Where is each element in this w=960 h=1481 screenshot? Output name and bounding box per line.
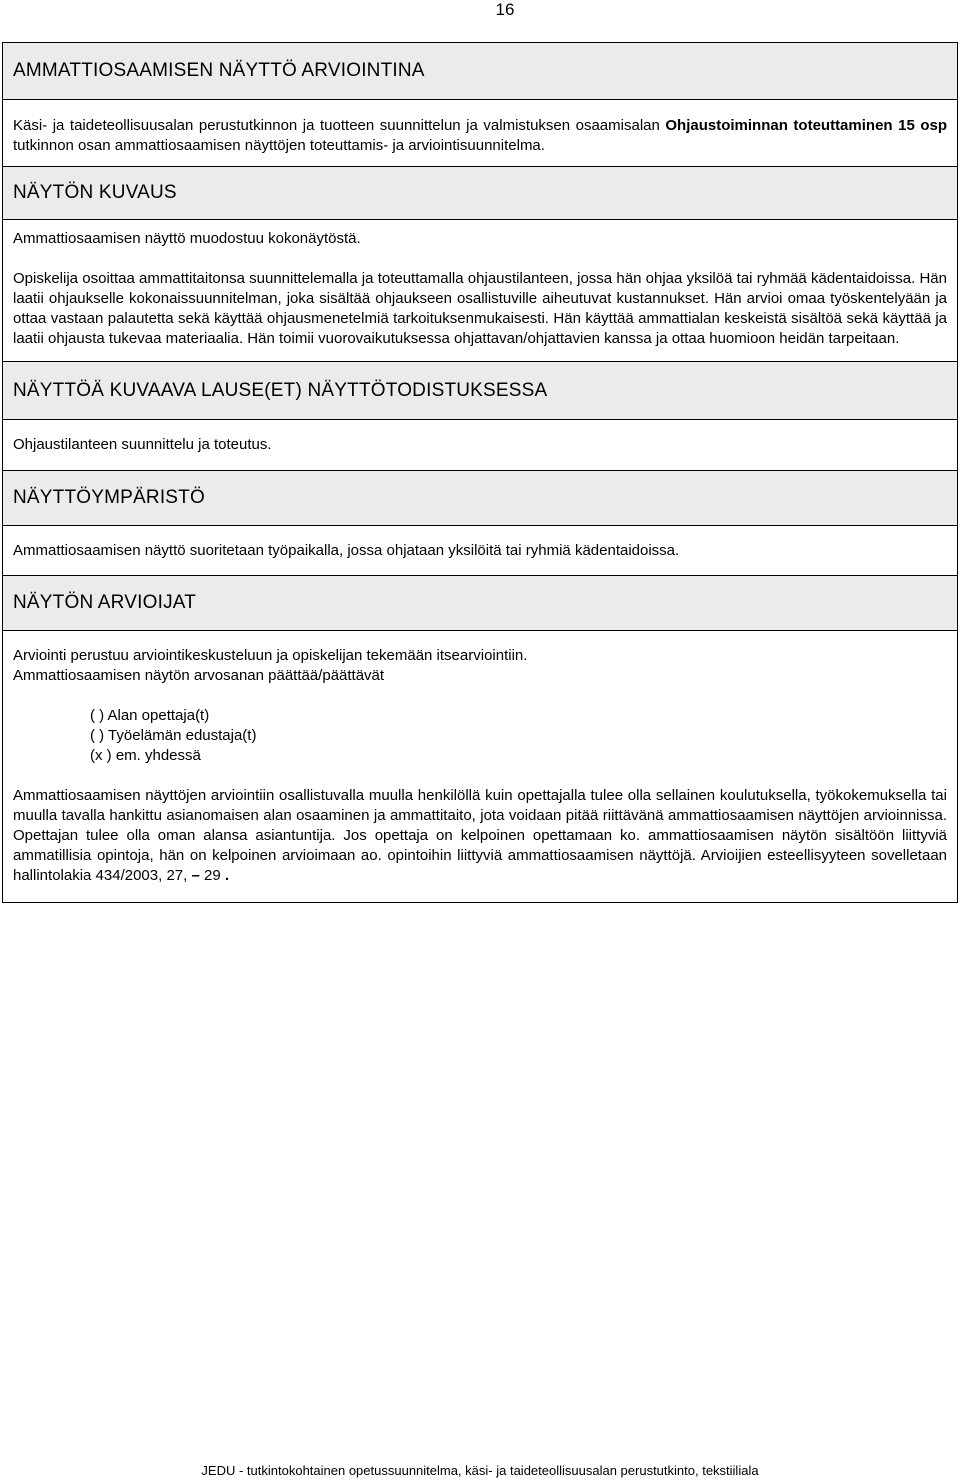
lause-text: Ohjaustilanteen suunnittelu ja toteutus. [13,436,272,453]
intro-paragraph [3,100,957,166]
closing-period: . [224,867,230,884]
arvioijat-line-1: Arviointi perustuu arviointikeskusteluun ja opiskelijan tekemään itsearviointiin. [13,647,528,664]
kuvaus-paragraph-1: Ammattiosaamisen näyttö muodostuu kokonäytöstä. [13,230,361,247]
heading-naytyon-kuvaus: NÄYTÖN KUVAUS [3,166,957,220]
section-kuvaus-body [3,220,957,361]
closing-number: 29 [204,867,221,884]
heading-arvioijat: NÄYTÖN ARVIOIJAT [3,575,957,631]
arvioija-options [13,706,947,766]
closing-dash: – [191,867,200,884]
page-number: 16 [495,0,515,19]
ymparisto-text: Ammattiosaamisen näyttö suoritetaan työpaikalla, jossa ohjataan yksilöitä tai ryhmiä kädentaidoissa. [13,542,680,559]
option-tyoelaman-edustaja: ( ) Työelämän edustaja(t) [90,727,257,744]
heading-lause: NÄYTTÖÄ KUVAAVA LAUSE(ET) NÄYTTÖTODISTUKSESSA [3,361,957,420]
closing-text: Ammattiosaamisen näyttöjen arviointiin osallistuvalla muulla henkilöllä kuin opettajalla tulee olla sellainen koulutuksella, työkokemuksella tai muulla tavalla hankittu asianomaisen alan osaaminen ja ammattitaito, jota voidaan pitää riittävänä ammattiosaamisen näyttöjen arvioinnissa. Opettajan tulee olla oman alansa asiantuntija. Jos opettaja on kelpoinen opettamaan ko. ammattiosaamisen näytön sisältöön liittyviä ammatillisia opintoja, hän on kelpoinen arvioimaan ao. opintoihin liittyviä ammattiosaamisen näyttöjä. Arvioijien esteellisyyteen sovelletaan hallintolakia 434/2003, 27 [13,787,947,884]
arvioijat-closing-paragraph: Ammattiosaamisen näyttöjen arviointiin osallistuvalla muulla henkilöllä kuin opettajalla tulee olla sellainen koulutuksella, työkokemuksella tai muulla tavalla hankittu asianomaisen alan osaaminen ja ammattitaito, jota voidaan pitää riittävänä ammattiosaamisen näyttöjen arvioinnissa. Opettajan tulee olla oman alansa asiantuntija. Jos opettaja on kelpoinen opettamaan ko. ammattiosaamisen näytön sisältöön liittyviä ammatillisia opintoja, hän on kelpoinen arvioimaan ao. opintoihin liittyviä ammattiosaamisen näyttöjä. Arvioijien esteellisyyteen sovelletaan hallintolakia 434/2003, 27, – 29 . [13,787,947,884]
intro-text-pre: Käsi- ja taideteollisuusalan perustutkinnon ja tuotteen suunnittelun ja valmistuksen osaamisalan [13,117,666,134]
intro-text-bold: Ohjaustoiminnan toteuttaminen 15 osp [665,117,947,134]
kuvaus-paragraph-2: Opiskelija osoittaa ammattitaitonsa suunnittelemalla ja toteuttamalla ohjaustilanteen, jossa hän ohjaa yksilöä tai ryhmää kädentaidoissa. Hän laatii ohjaukselle kokonaissuunnitelman, joka sisältää ohjaukseen osallistuville aiheutuvat kustannukset. Hän arvioi omaa työskentelyään ja ottaa vastaan palautetta sekä käyttää ohjausmenetelmiä tarkoituksenmukaisesti. Hän käyttää ammattialan keskeistä sisältöä sekä käyttää ja laatii ohjausta tukevaa materiaalia. Hän toimii vuorovaikutuksessa ohjattavan/ohjattavien kanssa ja ottaa huomioon heidän tarpeitaan. [13,270,947,347]
option-alan-opettaja: ( ) Alan opettaja(t) [90,707,210,724]
section-arvioijat-body [3,631,957,902]
heading-nayttoymparisto: NÄYTTÖYMPÄRISTÖ [3,470,957,526]
page-footer: JEDU - tutkintokohtainen opetussuunnitelma, käsi- ja taideteollisuusalan perustutkinto, tekstiiliala [201,1463,759,1478]
document-frame [2,42,958,903]
intro-text-post: tutkinnon osan ammattiosaamisen näyttöjen toteuttamis- ja arviointisuunnitelma. [13,137,545,154]
section-ymparisto-body [3,526,957,575]
document-title: AMMATTIOSAAMISEN NÄYTTÖ ARVIOINTINA [3,43,957,100]
section-lause-body [3,420,957,470]
option-em-yhdessa: (x ) em. yhdessä [90,747,201,764]
arvioijat-line-2: Ammattiosaamisen näytön arvosanan päättää/päättävät [13,667,385,684]
